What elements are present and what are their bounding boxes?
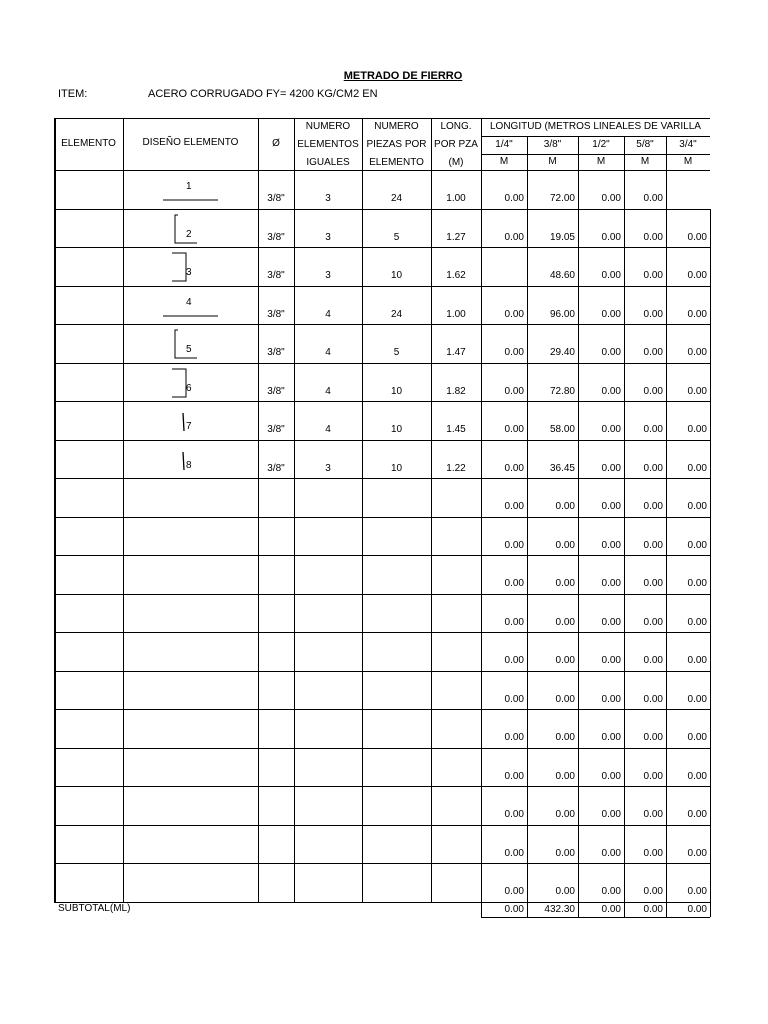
cell-longitud: 0.00 <box>643 616 663 628</box>
header-long-line: LONG. <box>440 121 472 132</box>
cell-longitud: 0.00 <box>643 693 663 705</box>
cell-longitud: 0.00 <box>504 501 524 512</box>
shape-number: 6 <box>186 382 192 394</box>
cell-long: 1.00 <box>446 193 466 204</box>
cell-num-piezas: 10 <box>390 462 403 474</box>
grid-line <box>481 154 710 155</box>
cell-longitud: 0.00 <box>601 347 621 358</box>
cell-longitud: 0.00 <box>504 462 524 474</box>
cell-longitud: 0.00 <box>555 809 575 820</box>
header-num-elementos-line: IGUALES <box>306 157 350 168</box>
cell-long: 1.62 <box>446 270 466 281</box>
cell-longitud: 0.00 <box>555 886 575 897</box>
cell-longitud: 19.05 <box>549 231 575 243</box>
grid-line <box>54 247 710 248</box>
cell-longitud: 0.00 <box>555 770 575 782</box>
cell-longitud: 0.00 <box>555 616 575 628</box>
subtotal-bottom-border <box>481 917 710 918</box>
cell-longitud: 0.00 <box>687 424 707 435</box>
cell-longitud: 0.00 <box>504 231 524 243</box>
header-long-line: POR PZA <box>434 139 478 150</box>
cell-longitud: 0.00 <box>643 655 663 666</box>
header-unit: M <box>499 156 509 167</box>
grid-line <box>54 209 710 210</box>
grid-line <box>54 517 710 518</box>
cell-longitud: 0.00 <box>643 847 663 859</box>
cell-num-elementos: 4 <box>325 385 331 397</box>
subtotal-value: 0.00 <box>643 903 663 915</box>
cell-longitud: 0.00 <box>601 270 621 281</box>
header-num-piezas-line: NUMERO <box>374 121 419 132</box>
header-size: 1/4" <box>495 139 513 150</box>
subtotal-value: 0.00 <box>687 903 707 915</box>
cell-longitud: 96.00 <box>549 308 575 320</box>
cell-longitud: 36.45 <box>549 462 575 474</box>
cell-longitud: 0.00 <box>601 385 621 397</box>
cell-long: 1.22 <box>446 462 466 474</box>
table-top-border <box>54 118 710 119</box>
cell-longitud: 0.00 <box>601 424 621 435</box>
cell-longitud: 0.00 <box>555 539 575 551</box>
cell-longitud: 0.00 <box>601 655 621 666</box>
header-size: 1/2" <box>592 139 610 150</box>
grid-line <box>54 786 710 787</box>
header-unit: M <box>548 156 557 167</box>
cell-longitud: 0.00 <box>687 886 707 897</box>
grid-line <box>527 136 528 917</box>
cell-long: 1.82 <box>446 385 466 397</box>
grid-line <box>54 902 710 903</box>
cell-diametro: 3/8" <box>267 462 285 474</box>
grid-line <box>481 136 710 137</box>
cell-longitud: 0.00 <box>687 501 707 512</box>
cell-num-piezas: 24 <box>390 193 403 204</box>
cell-longitud: 72.00 <box>549 193 575 204</box>
table-left-border <box>54 118 56 902</box>
grid-line <box>54 170 710 171</box>
cell-diametro: 3/8" <box>267 193 285 204</box>
cell-longitud: 0.00 <box>601 693 621 705</box>
shape-number: 2 <box>186 228 192 240</box>
shape-number: 8 <box>186 459 192 471</box>
cell-longitud: 0.00 <box>687 578 707 589</box>
cell-longitud: 48.60 <box>549 270 575 281</box>
cell-longitud: 0.00 <box>687 732 707 743</box>
cell-longitud: 0.00 <box>601 539 621 551</box>
cell-longitud: 0.00 <box>643 886 663 897</box>
cell-longitud: 58.00 <box>549 424 575 435</box>
cell-longitud: 0.00 <box>601 231 621 243</box>
cell-longitud: 0.00 <box>601 616 621 628</box>
cell-longitud: 0.00 <box>504 539 524 551</box>
grid-line <box>54 671 710 672</box>
grid-line <box>710 209 711 917</box>
header-longitud-group: LONGITUD (METROS LINEALES DE VARILLA <box>490 121 701 132</box>
cell-longitud: 0.00 <box>643 231 663 243</box>
cell-longitud: 0.00 <box>504 616 524 628</box>
cell-longitud: 0.00 <box>504 770 524 782</box>
cell-longitud: 0.00 <box>504 385 524 397</box>
cell-long: 1.00 <box>446 308 466 320</box>
cell-longitud: 0.00 <box>687 347 707 358</box>
cell-longitud: 0.00 <box>687 462 707 474</box>
cell-num-elementos: 3 <box>325 193 331 204</box>
cell-longitud: 0.00 <box>555 847 575 859</box>
subtotal-label: SUBTOTAL(ML) <box>58 903 131 914</box>
cell-diametro: 3/8" <box>267 231 285 243</box>
cell-longitud: 0.00 <box>555 501 575 512</box>
cell-longitud: 0.00 <box>687 655 707 666</box>
cell-longitud: 0.00 <box>643 347 663 358</box>
cell-longitud: 0.00 <box>687 539 707 551</box>
cell-longitud: 0.00 <box>555 655 575 666</box>
header-unit: M <box>640 156 650 167</box>
header-num-elementos-line: NUMERO <box>305 121 351 132</box>
cell-longitud: 0.00 <box>643 462 663 474</box>
cell-longitud: 0.00 <box>601 308 621 320</box>
header-unit: M <box>596 156 606 167</box>
grid-line <box>54 709 710 710</box>
cell-num-piezas: 5 <box>393 347 400 358</box>
cell-longitud: 0.00 <box>687 231 707 243</box>
cell-longitud: 72.80 <box>549 385 575 397</box>
cell-longitud: 0.00 <box>555 732 575 743</box>
page-title: METRADO DE FIERRO <box>343 70 463 82</box>
shape-number: 3 <box>186 267 192 278</box>
cell-longitud: 0.00 <box>504 732 524 743</box>
cell-num-elementos: 4 <box>325 308 331 320</box>
shape-number: 7 <box>186 421 192 432</box>
cell-longitud: 0.00 <box>504 578 524 589</box>
cell-longitud: 0.00 <box>504 886 524 897</box>
cell-longitud: 0.00 <box>687 809 707 820</box>
cell-longitud: 0.00 <box>643 578 663 589</box>
cell-longitud: 29.40 <box>549 347 575 358</box>
cell-diametro: 3/8" <box>267 308 285 320</box>
cell-longitud: 0.00 <box>504 308 524 320</box>
cell-longitud: 0.00 <box>643 809 663 820</box>
cell-longitud: 0.00 <box>601 732 621 743</box>
shape-number: 1 <box>186 181 192 192</box>
subtotal-value: 432.30 <box>544 903 575 915</box>
cell-long: 1.47 <box>446 347 466 358</box>
cell-num-elementos: 3 <box>325 231 331 243</box>
cell-longitud: 0.00 <box>687 847 707 859</box>
cell-longitud: 0.00 <box>643 424 663 435</box>
cell-diametro: 3/8" <box>267 424 285 435</box>
cell-long: 1.27 <box>446 231 466 243</box>
grid-line <box>54 632 710 633</box>
cell-longitud: 0.00 <box>643 501 663 512</box>
header-num-elementos-line: ELEMENTOS <box>297 139 359 150</box>
header-size: 3/8" <box>543 139 562 150</box>
grid-line <box>123 118 124 902</box>
cell-num-piezas: 10 <box>390 270 403 281</box>
grid-line <box>54 863 710 864</box>
grid-line <box>54 555 710 556</box>
cell-longitud: 0.00 <box>601 886 621 897</box>
header-long-line: (M) <box>448 157 464 168</box>
cell-longitud: 0.00 <box>643 308 663 320</box>
header-diametro: Ø <box>272 138 280 149</box>
grid-line <box>54 748 710 749</box>
cell-longitud: 0.00 <box>601 501 621 512</box>
cell-longitud: 0.00 <box>601 193 621 204</box>
cell-longitud: 0.00 <box>687 616 707 628</box>
shape-number: 5 <box>186 344 192 355</box>
grid-line <box>54 363 710 364</box>
cell-longitud: 0.00 <box>504 655 524 666</box>
cell-num-elementos: 3 <box>325 270 331 281</box>
grid-line <box>666 136 667 917</box>
grid-line <box>54 286 710 287</box>
cell-diametro: 3/8" <box>267 347 285 358</box>
grid-line <box>54 324 710 325</box>
cell-num-piezas: 10 <box>390 424 403 435</box>
cell-longitud: 0.00 <box>601 462 621 474</box>
grid-line <box>578 136 579 917</box>
cell-num-elementos: 4 <box>325 424 331 435</box>
grid-line <box>54 440 710 441</box>
cell-num-piezas: 24 <box>390 308 403 320</box>
cell-longitud: 0.00 <box>504 847 524 859</box>
cell-longitud: 0.00 <box>504 347 524 358</box>
cell-num-piezas: 5 <box>393 231 400 243</box>
cell-longitud: 0.00 <box>643 539 663 551</box>
header-elemento: ELEMENTO <box>61 138 116 149</box>
cell-num-elementos: 3 <box>325 462 331 474</box>
cell-longitud: 0.00 <box>504 809 524 820</box>
cell-longitud: 0.00 <box>601 809 621 820</box>
cell-long: 1.45 <box>446 424 466 435</box>
cell-longitud: 0.00 <box>687 385 707 397</box>
header-num-piezas-line: ELEMENTO <box>369 157 424 168</box>
cell-num-piezas: 10 <box>390 385 403 397</box>
grid-line <box>54 478 710 479</box>
cell-longitud: 0.00 <box>601 847 621 859</box>
cell-num-elementos: 4 <box>325 347 331 358</box>
subtotal-value: 0.00 <box>601 903 621 915</box>
cell-longitud: 0.00 <box>643 732 663 743</box>
item-label: ITEM: <box>58 88 88 100</box>
item-value: ACERO CORRUGADO FY= 4200 KG/CM2 EN <box>148 88 378 100</box>
cell-diametro: 3/8" <box>267 385 285 397</box>
shape-number: 4 <box>186 296 192 308</box>
cell-longitud: 0.00 <box>643 193 663 204</box>
header-unit: M <box>683 156 693 167</box>
cell-longitud: 0.00 <box>643 385 663 397</box>
header-size: 3/4" <box>679 139 697 150</box>
cell-longitud: 0.00 <box>601 770 621 782</box>
header-size: 5/8" <box>636 139 654 150</box>
cell-longitud: 0.00 <box>687 308 707 320</box>
cell-longitud: 0.00 <box>687 270 707 281</box>
grid-line <box>54 401 710 402</box>
cell-longitud: 0.00 <box>643 770 663 782</box>
cell-longitud: 0.00 <box>504 693 524 705</box>
cell-diametro: 3/8" <box>267 270 285 281</box>
cell-longitud: 0.00 <box>555 693 575 705</box>
cell-longitud: 0.00 <box>504 424 524 435</box>
cell-longitud: 0.00 <box>687 770 707 782</box>
cell-longitud: 0.00 <box>687 693 707 705</box>
subtotal-value: 0.00 <box>504 903 524 915</box>
grid-line <box>624 136 625 917</box>
grid-line <box>54 594 710 595</box>
header-diseno: DISEÑO ELEMENTO <box>142 137 239 148</box>
grid-line <box>54 825 710 826</box>
header-num-piezas-line: PIEZAS POR <box>366 139 427 150</box>
cell-longitud: 0.00 <box>601 578 621 589</box>
cell-longitud: 0.00 <box>643 270 663 281</box>
cell-longitud: 0.00 <box>555 578 575 589</box>
cell-longitud: 0.00 <box>504 193 524 204</box>
